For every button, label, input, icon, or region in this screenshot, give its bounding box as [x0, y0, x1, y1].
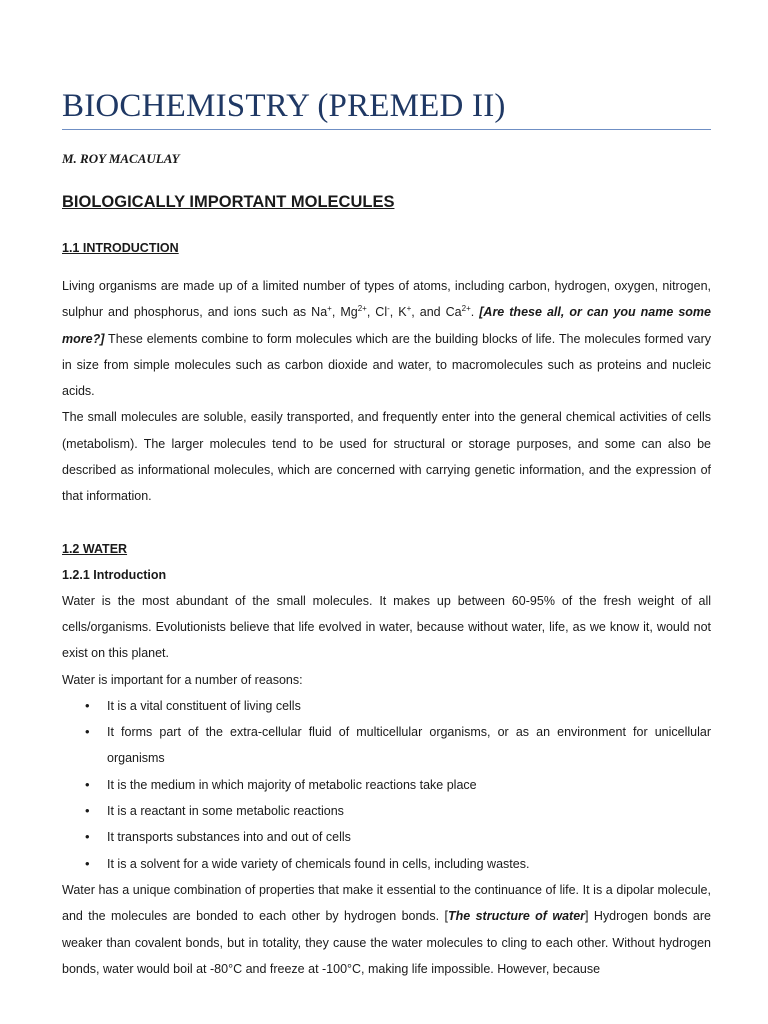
ion-separator: , and Ca	[411, 305, 462, 320]
list-item: • It is the medium in which majority of metabolic reactions take place	[107, 772, 711, 798]
ion-separator: .	[470, 305, 480, 320]
ion-charge-mg: 2+	[357, 304, 367, 314]
subsection-heading-introduction: 1.2.1 Introduction	[62, 567, 167, 582]
ion-charge-na: +	[327, 304, 332, 314]
ion-separator: , K	[389, 305, 407, 320]
section-heading-water: 1.2 WATER	[62, 541, 128, 556]
intro-paragraph-1-continued: These elements combine to form molecules which are the building blocks of life. The molecules formed vary in size from simple molecules such as carbon dioxide and water, to macromolecules such as proteins and nucleic acids.	[62, 331, 711, 399]
intro-paragraph-2: The small molecules are soluble, easily transported, and frequently enter into the general chemical activities of cells (metabolism). The larger molecules tend to be used for structural or storage purposes, and some can also be described as informational molecules, which are concerned with carrying genetic information, and the expression of that information.	[62, 410, 711, 504]
figure-reference: The structure of water	[447, 909, 586, 924]
list-item: • It is a solvent for a wide variety of chemicals found in cells, including wastes.	[107, 851, 711, 877]
intro-paragraph-1	[62, 273, 711, 404]
water-paragraph-3	[62, 877, 711, 982]
list-item: • It forms part of the extra-cellular fluid of multicellular organisms, or as an environment for unicellular organisms	[107, 719, 711, 772]
author-name: M. ROY MACAULAY	[62, 151, 180, 166]
water-paragraph-2: Water is important for a number of reasons:	[62, 672, 303, 687]
list-item: • It is a vital constituent of living cells	[107, 693, 711, 719]
water-paragraph-1: Water is the most abundant of the small molecules. It makes up between 60-95% of the fresh weight of all cells/organisms. Evolutionists believe that life evolved in water, because without water, life, as we know it, would not exist on this planet.	[62, 593, 711, 661]
water-importance-list	[62, 693, 711, 877]
list-item: • It transports substances into and out of cells	[107, 824, 711, 850]
water-paragraph-3-continued: ] Hydrogen bonds are weaker than covalent bonds, but in totality, they cause the water molecules to cling to each other. Without hydrogen bonds, water would boil at -80°C and freeze at -100°C, making life impossible. However, because	[62, 909, 711, 976]
document-title: BIOCHEMISTRY (PREMED II)	[62, 88, 506, 124]
ion-separator: , Cl	[366, 305, 388, 320]
ion-separator: , Mg	[331, 305, 358, 320]
list-item: • It is a reactant in some metabolic reactions	[107, 798, 711, 824]
chapter-heading: BIOLOGICALLY IMPORTANT MOLECULES	[62, 193, 395, 211]
title-underline-rule	[62, 129, 711, 130]
ion-charge-k: +	[406, 304, 412, 314]
ion-charge-ca: 2+	[461, 304, 471, 314]
reader-question: [Are these all, or can you name some more?]	[62, 305, 711, 346]
water-paragraph-3-text: Water has a unique combination of properties that make it essential to the continuance of life. It is a dipolar molecule, and the molecules are bonded to each other by hydrogen bonds. [	[62, 882, 711, 924]
section-heading-introduction: 1.1 INTRODUCTION	[62, 241, 179, 255]
intro-paragraph-1-text: Living organisms are made up of a limited number of types of atoms, including carbon, hydrogen, oxygen, nitrogen, sulphur and phosphorus, and ions such as Na	[62, 279, 711, 320]
ion-charge-cl: -	[387, 304, 390, 314]
